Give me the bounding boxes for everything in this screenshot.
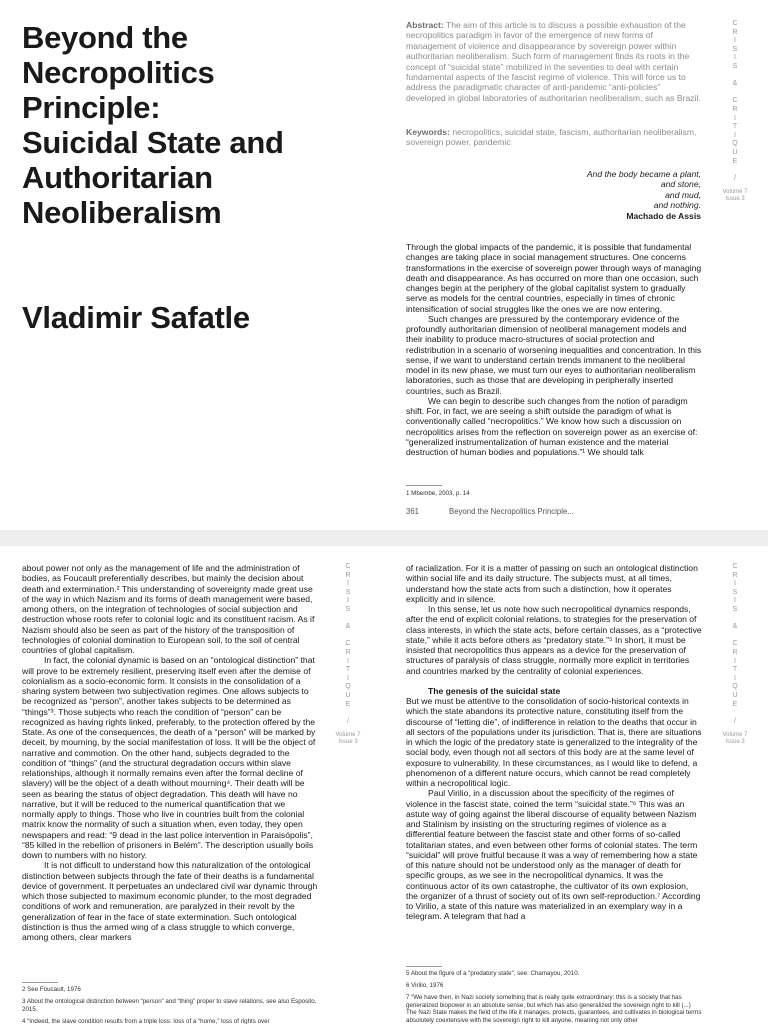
rail-spacer	[727, 709, 743, 718]
rail-issue: Issue 3	[338, 739, 358, 746]
section-heading: The genesis of the suicidal state	[428, 685, 561, 696]
rail-volume: Volume 7	[722, 732, 748, 739]
rail-letter: &	[732, 80, 738, 88]
rail-letter: C	[732, 97, 738, 105]
paragraph: Through the global impacts of the pandemic, it is possible that fundamental changes are taking place in social management structures. One concerns transformations in the exercise of sovereign power through ways of managing death and disappearance. As has occurred on more than one occasion, such changes begin at the periphery of the global capitalist system to gradually serve as models for the central countries, especially in times of chronic intensification of social struggles like the ones we are now entering.	[406, 242, 702, 314]
paragraph: But we must be attentive to the consolidation of socio-historical contexts in which the state abandons its protective nature, constituting itself from the discourse of “letting die”, of indifference in relation to the deaths that occur in all sectors of the populations under its jurisdiction. That is, there are situations in which the logic of the predatory state is generalized to the integrality of the social body, even though not all sectors of this body are at the same level of exposure to vulnerability. In these circumstances, as I would like to defend, a phenomenon of a different nature occurs, which cannot be read completely within a necropolitical logic.	[406, 696, 702, 788]
rail-letter: U	[732, 691, 738, 699]
title-line: Necropolitics	[22, 55, 215, 90]
rail-spacer	[340, 709, 356, 718]
rail-letter: R	[732, 571, 738, 579]
paragraph: We can begin to describe such changes from the notion of paradigm shift. For, in fact, we are seeing a shift outside the paradigm of what is conventionally called “necropolitics.” We know how such a discussion on necropolitics arises from the reflection on sovereign power as an exercise of: “generalized instrumentalization of human existence and the material destruction of human bodies and populations.”¹ We should talk	[406, 395, 698, 457]
rail-letter: I	[734, 580, 736, 588]
running-title: Beyond the Necropolitics Principle...	[449, 507, 574, 516]
journal-side-rail	[722, 20, 748, 203]
title-line: Beyond the	[22, 20, 188, 55]
rail-letter: T	[345, 666, 351, 674]
author-name: Vladimir Safatle	[22, 300, 250, 335]
abstract	[406, 20, 702, 103]
title-line: Authoritarian	[22, 160, 213, 195]
rail-letter: S	[345, 605, 351, 613]
footnote-divider	[22, 982, 58, 983]
footnote: 6 Virilio, 1976	[406, 982, 444, 989]
keywords	[406, 127, 702, 148]
page-gap	[0, 530, 768, 546]
rail-letter: U	[345, 691, 351, 699]
rail-letter: S	[345, 588, 351, 596]
rail-spacer	[727, 632, 743, 641]
rail-letter: I	[734, 657, 736, 665]
rail-letter: &	[345, 623, 351, 631]
rail-letter: I	[734, 37, 736, 45]
rail-spacer	[727, 166, 743, 175]
rail-spacer	[340, 615, 356, 624]
rail-letter: E	[732, 157, 738, 165]
epigraph-line: and mud,	[665, 189, 701, 200]
rail-letter: R	[732, 28, 738, 36]
rail-letter: R	[345, 571, 351, 579]
rail-letter: I	[347, 674, 349, 682]
footnote: 3 About the ontological distinction between “person” and “thing” proper to slave relations, see also Esposito, 2015.	[22, 998, 317, 1013]
rail-letter: I	[734, 131, 736, 139]
paragraph: about power not only as the management of life and the administration of bodies, as Foucault preferentially describes, but mainly the decision about death and extermination.² This understanding of sovereignty made great use of the way in which Nazism and its forms of death management were based, among others, on the integration of technologies of social subjection and destruction whose roots refer to colonial logic and its constituent racism. As if Nazism should also be seen as part of the history of the transposition of technologies of colonial domination to European soil, to the soil of central countries of global capitalism.	[22, 563, 315, 655]
rail-letter: I	[734, 54, 736, 62]
rail-letter: R	[732, 648, 738, 656]
footnote-divider	[406, 485, 442, 486]
epigraph-line: and stone,	[660, 179, 701, 190]
rail-letter: S	[732, 588, 738, 596]
footnote: 1 Mbembe, 2003, p. 14	[406, 490, 470, 497]
abstract-label: Abstract:	[406, 20, 444, 30]
rail-letter: E	[345, 700, 351, 708]
paragraph: of racialization. For it is a matter of passing on such an ontological distinction within social life and its daily structure. The subjects must, at all times, understand how the state acts from such a distinction, how it operates explicitly and in silence.	[406, 563, 698, 604]
page-number: 361	[406, 507, 420, 516]
rail-volume: Volume 7	[335, 732, 361, 739]
rail-letter: T	[732, 123, 738, 131]
abstract-text: The aim of this article is to discuss a possible exhaustion of the necropolitics paradigm in favor of the emergence of new forms of management of violence and disappearance by sovereign power within authoritarian neoliberalism. Such form of management finds its roots in the concept of “suicidal state” mobilized in the seventies to deal with certain fundamental aspects of the fascist regime of violence. This will force us to address the paradigmatic character of anti-pandemic “anti-policies” developed in global laboratories of authoritarian neoliberalism, such as Brazil.	[406, 20, 701, 103]
rail-letter: C	[732, 563, 738, 570]
body-column-intro	[406, 242, 702, 474]
footnote: 5 About the figure of a “predatory state”, see: Chamayou, 2010.	[406, 970, 580, 977]
paragraph: In fact, the colonial dynamic is based on an “ontological distinction” that will prove to be extremely resilient, preserving itself even after the demise of colonialism as a socio-economic form. It consists in the consolidation of a sharing system between two subjectivation regimes. One allows subjects to be recognized as “person”, another takes subjects to be determined as “things”³. Those subjects who reach the condition of “person” can be recognized as having rights linked, preferably, to the protection offered by the State. As one of the consequences, the death of a “person” will be marked by deceit, by mourning, by the social manifestation of loss. It will be the object of narrative and commotion. On the other hand, subjects degraded to the condition of “things” (and the structural degradation occurs within slave relationships, although it normally remains even after the formal decline of slavery) will be the object of a death without mourning⁴. Their death will be seen as bearing the status of object degradation. This death will have no narrative, but it will be reduced to the numerical quantification that we normally apply to things. Those who live in countries built from the colonial matrix know the normality of such a situation when, even today, they open newspapers and read: “9 dead in the last police intervention in Paraisópolis”, “85 killed in the rebellion of prisoners in Belém”. The description usually boils down to numbers with no history.	[22, 655, 316, 860]
body-column-left	[22, 563, 318, 987]
rail-letter: Q	[732, 140, 738, 148]
rail-letter: C	[732, 640, 738, 648]
rail-letter: /	[734, 174, 736, 182]
paragraph: Such changes are pressured by the contemporary evidence of the profoundly authoritarian dimension of neoliberal management models and their inability to produce macro-structures of social protection and redistribution in a scenario of worsening inequalities and concentration. In this sense, if we want to understand certain trends immanent to the neoliberal model in its new phase, we must turn our eyes to authoritarian neoliberalism laboratories, such as those that are developing in peripherally inserted countries, such as Brazil.	[406, 313, 702, 396]
journal-side-rail	[335, 563, 361, 746]
rail-spacer	[727, 615, 743, 624]
journal-side-rail	[722, 563, 748, 746]
paragraph: It is not difficult to understand how this naturalization of the ontological distinction between subjects through the fate of their deaths is a fundamental device of government. It perpetuates an undeclared civil war dynamic through which those subjected to maximum economic plunder, to the most degraded conditions of work and remuneration, are paralyzed in their revolt by the generalization of fear in the face of state extermination. Such ontological distinction is thus the armed wing of a class struggle to which converge, among others, clear markers	[22, 860, 318, 942]
paragraph: In this sense, let us note how such necropolitical dynamics responds, after the end of explicit colonial relations, to strategies for the preservation of class interests, in which the state acts, before certain classes, as a “protective state,” while it acts before others as “predatory state.”⁵ In short, it must be insisted that necropolitics thus appears as a device for the preservation of structures of paralysis of class struggle, normally more explicit in territories and countries marked by the centrality of colonial experiences.	[406, 604, 702, 676]
rail-letter: /	[734, 717, 736, 725]
rail-issue: Issue 3	[725, 196, 745, 203]
rail-letter: U	[732, 148, 738, 156]
title-line: Principle:	[22, 90, 161, 125]
body-column-right	[406, 563, 702, 968]
rail-letter: C	[345, 640, 351, 648]
footnote-divider	[406, 966, 442, 967]
title-line: Suicidal State and	[22, 125, 284, 160]
rail-letter: Q	[345, 683, 351, 691]
rail-letter: R	[732, 105, 738, 113]
rail-letter: R	[345, 648, 351, 656]
rail-letter: S	[732, 62, 738, 70]
rail-letter: I	[734, 674, 736, 682]
rail-letter: &	[732, 623, 738, 631]
epigraph	[540, 169, 701, 221]
article-second-page	[0, 546, 768, 1024]
rail-letter: T	[732, 666, 738, 674]
rail-letter: C	[345, 563, 351, 570]
rail-letter: C	[732, 20, 738, 27]
rail-letter: E	[732, 700, 738, 708]
rail-letter: I	[734, 597, 736, 605]
rail-volume: Volume 7	[722, 189, 748, 196]
rail-letter: S	[732, 605, 738, 613]
rail-spacer	[727, 72, 743, 81]
rail-spacer	[727, 89, 743, 98]
rail-letter: /	[347, 717, 349, 725]
keywords-text: necropolitics, suicidal state, fascism, authoritarian neoliberalism, sovereign power, pandemic	[406, 127, 697, 148]
rail-letter: I	[347, 580, 349, 588]
paragraph: Paul Virilio, in a discussion about the specificity of the regimes of violence in the fascist state, coined the term “suicidal state.”⁶ This was an astute way of going against the liberal discourse of equality between Nazism and Stalinism by insisting on the structuring regimes of violence as a differential feature between the fascist state and other forms of so-called totalitarian states, and even between other forms of colonial states. The term “suicidal” will prove fruitful because it was a way of remembering how a state of this nature should not be understood only as the manager of death for specific groups, as we see in the necropolitical dynamics. It was the continuous actor of its own catastrophe, the cultivator of its own explosion, the organizer of a thrust of society out of its own self-reproduction.⁷ According to Virilio, a state of this nature was materialized in an exemplary way in a telegram. A telegram that had a	[406, 788, 701, 922]
footnote: 4 “Indeed, the slave condition results from a triple loss: loss of a “home,” loss of rights over	[22, 1018, 270, 1024]
keywords-label: Keywords:	[406, 127, 450, 137]
rail-letter: I	[734, 114, 736, 122]
footnote: 2 See Foucault, 1976	[22, 986, 81, 993]
epigraph-source: Machado de Assis	[626, 210, 701, 221]
rail-issue: Issue 3	[725, 739, 745, 746]
title-line: Neoliberalism	[22, 195, 222, 230]
rail-letter: I	[347, 657, 349, 665]
rail-letter: S	[732, 45, 738, 53]
article-title	[22, 20, 362, 230]
epigraph-line: and nothing.	[653, 200, 701, 211]
rail-letter: Q	[732, 683, 738, 691]
footnote: 7 “We have then, in Nazi society something that is really quite extraordinary: this is a society that has generalized biopower in an absolute sense, but which has also generalized the sovereign right to kill (...) The Nazi State makes the field of the life it manages, protects, guarantees, and cultivates in biological terms absolutely coextensive with the sovereign right to kill anyone, meaning not only other	[406, 994, 702, 1024]
rail-spacer	[340, 632, 356, 641]
rail-letter: I	[347, 597, 349, 605]
epigraph-line: And the body became a plant,	[586, 169, 701, 179]
